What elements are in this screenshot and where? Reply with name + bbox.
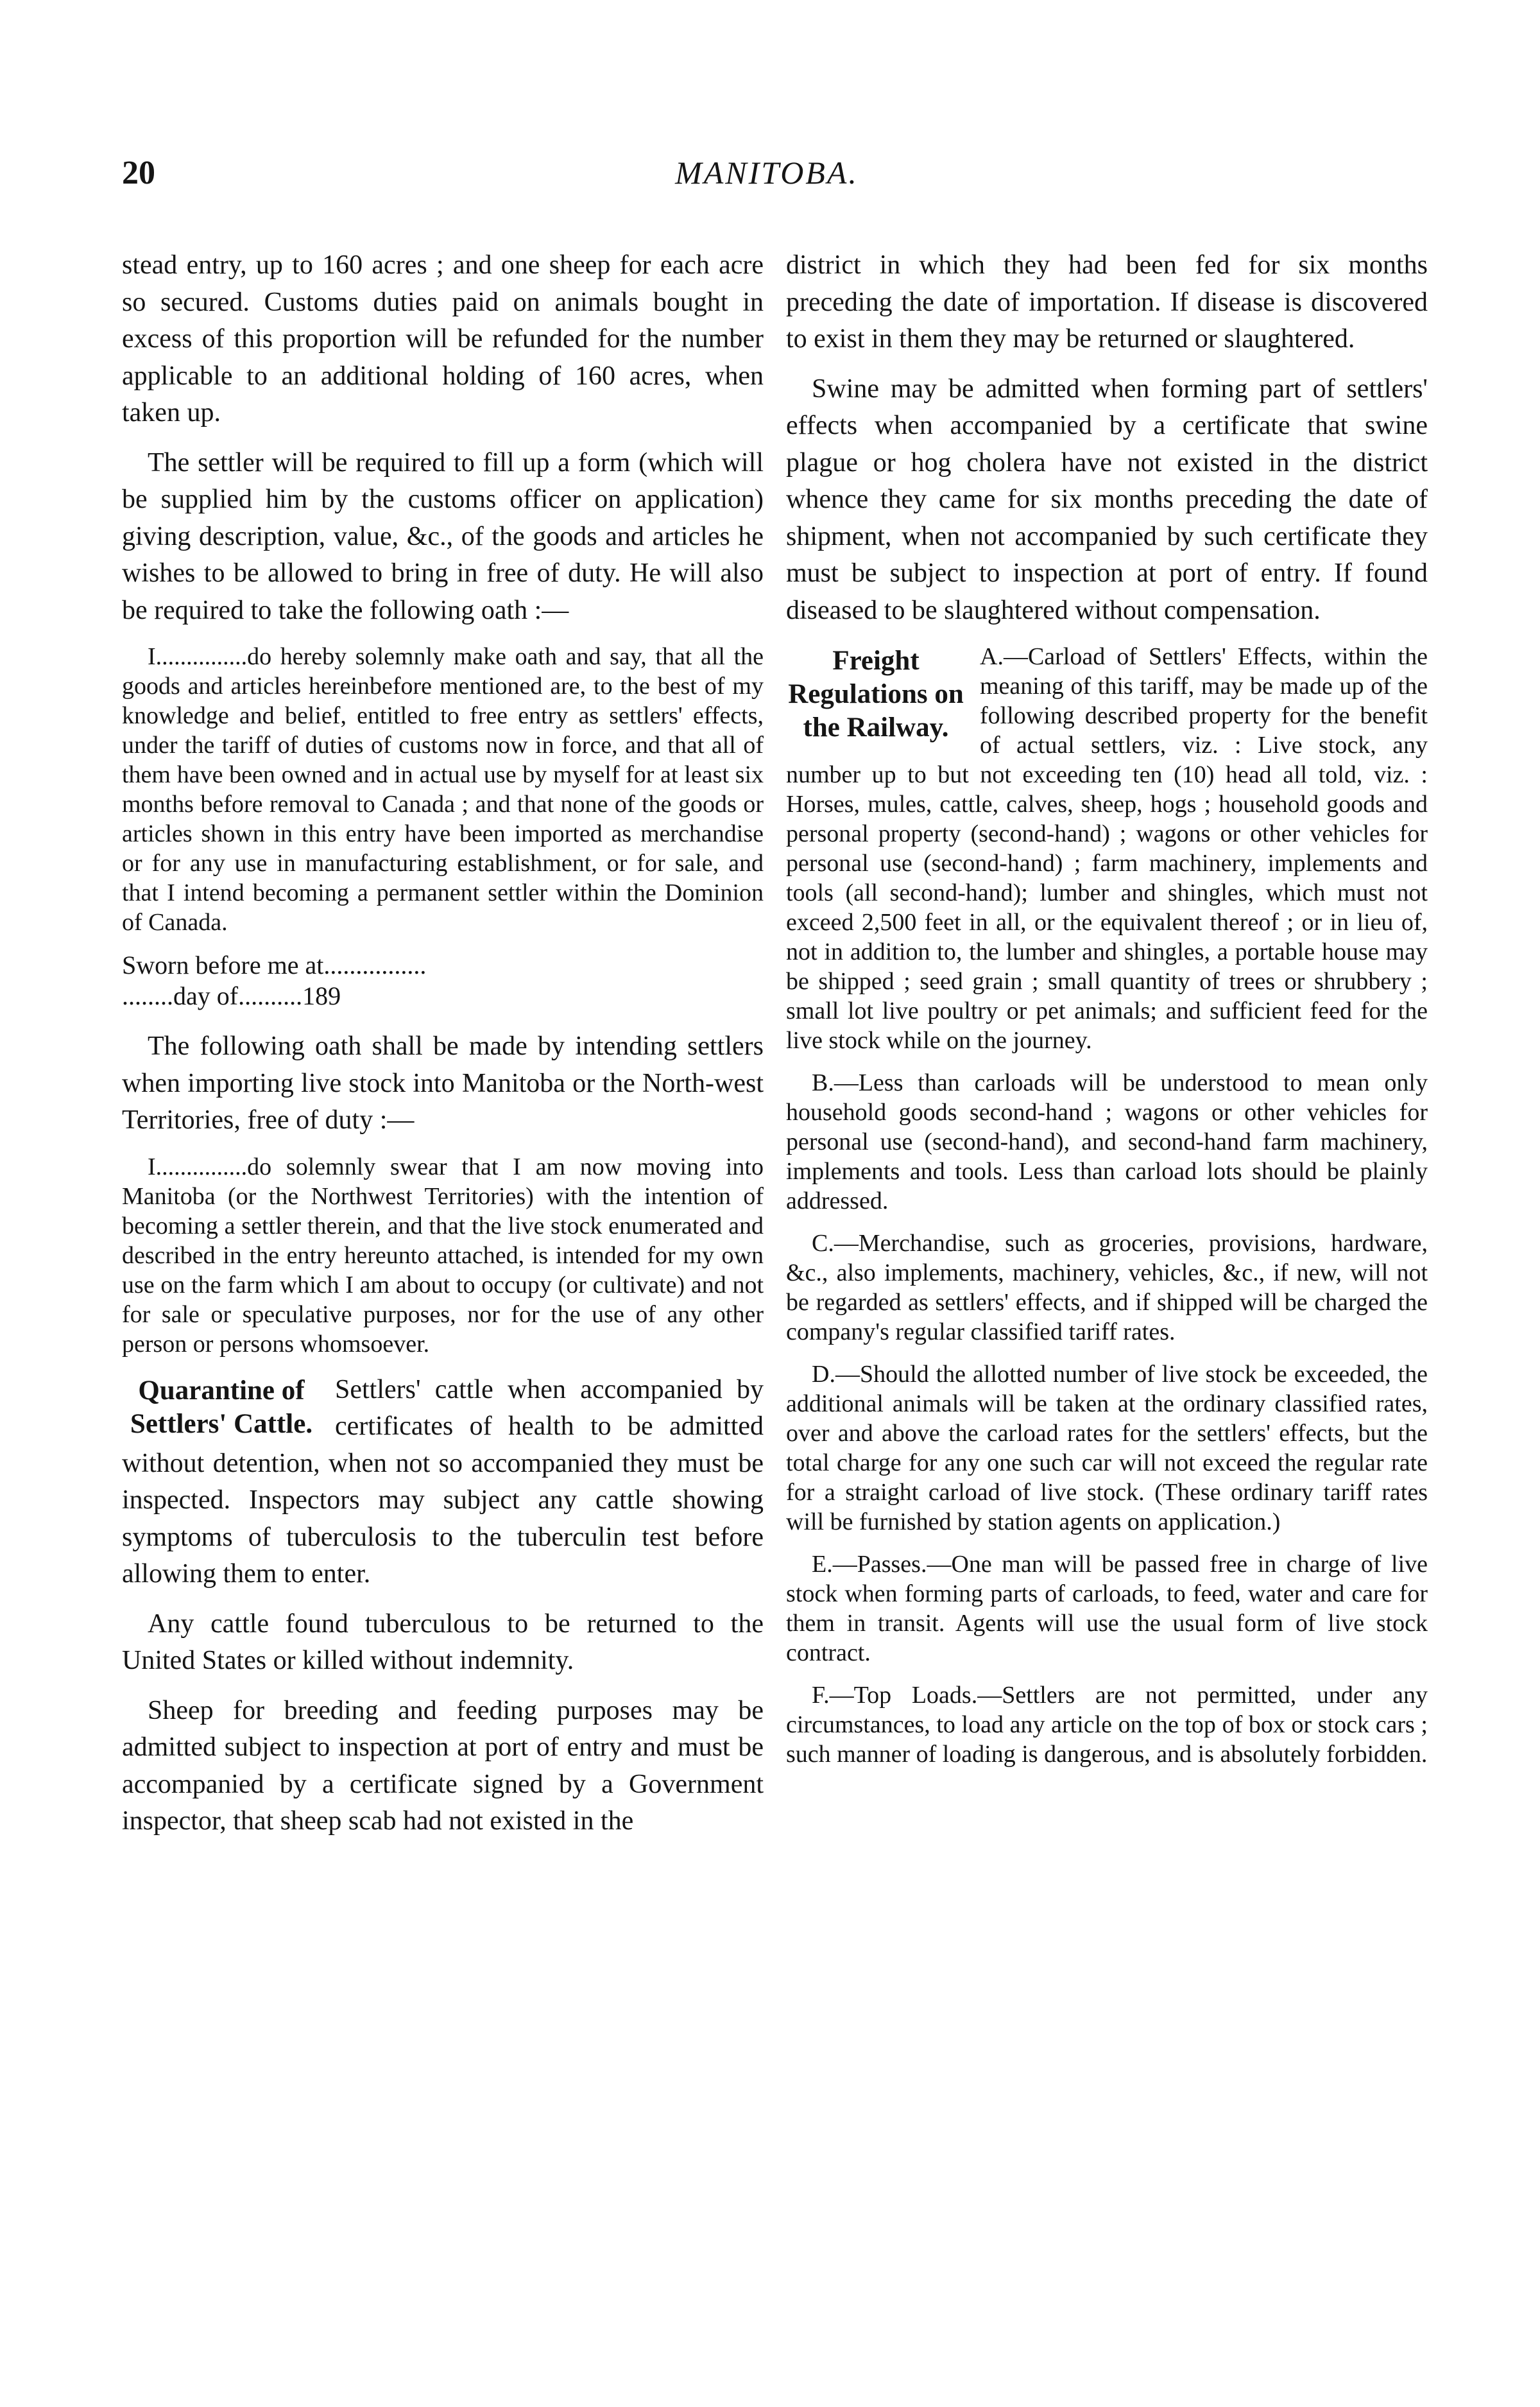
freight-sidehead: Freight Regulations on the Railway. [788,646,964,743]
page-number: 20 [122,155,155,191]
left-paragraph-2: The settler will be required to fill up a form (which will be supplied him by the customs officer on application) giving description, value, &c., of the goods and articles he wishes to be allowed to bring in free of duty. He will also be required to take the following oath :— [122,447,764,625]
live-stock-oath: I...............do solemnly swear that I am now moving into Manitoba (or the Northwest Territories) with the intention of becoming a settler therein, and that the live stock enumerated and described in the entry hereunto attached, is intended for my own use on the farm which I am about to occupy (or cultivate) and not for sale or speculative purposes, nor for the use of any other person or persons whomsoever. [122,1153,764,1358]
sworn-line: Sworn before me at................ [122,951,427,979]
quarantine-sidehead: Quarantine of Settlers' Cattle. [130,1375,313,1439]
right-column [786,247,1428,2327]
left-paragraph-4: Any cattle found tuberculous to be returned to the United States or killed without indemnity. [122,1609,764,1675]
running-head [122,154,1412,199]
left-column [122,247,764,2327]
item-b: B.—Less than carloads will be understood to mean only household goods second-hand ; wagons or other vehicles for personal use (second-hand), and second-hand farm machinery, implements and tools. Less than carload lots should be plainly addressed. [786,1069,1428,1214]
item-a-text: A.—Carload of Settlers' Effects, within the meaning of this tariff, may be made up of the following described property for the benefit of actual settlers, viz. : Live stock, any number up to but not exceeding ten (10) head all told, viz. : Horses, mules, cattle, calves, sheep, hogs ; household goods and personal property (second-hand) ; wagons or other vehicles for personal use (second-hand) ; farm machinery, implements and tools (all second-hand); lumber and shingles, which must not exceed 2,500 feet in all, or the equivalent thereof ; or in lieu of, not in addition to, the lumber and shingles, a portable house may be shipped ; seed grain ; small quantity of trees or shrubbery ; small lot live poultry or pet animals; and sufficient feed for the live stock while on the journey. [786,643,1428,1054]
running-title: MANITOBA. [675,155,859,191]
right-paragraph-2: Swine may be admitted when forming part of settlers' effects when accompanied by a certificate that swine plague or hog cholera have not existed in the district whence they came for six months preceding the date of shipment, when not accompanied by such certificate they must be subject to inspection at port of entry. If found diseased to be slaughtered without compensation. [786,374,1428,625]
date-line: ........day of..........189 [122,981,341,1010]
quarantine-text: Settlers' cattle when accompanied by certificates of health to be admitted without detention, when not so accompanied they must be inspected. Inspectors may subject any cattle showing symptoms of tuberculosis to the tuberculin test before allowing them to enter. [122,1374,764,1589]
settlers-effects-oath: I...............do hereby solemnly make oath and say, that all the goods and articles hereinbefore mentioned are, to the best of my knowledge and belief, entitled to free entry as settlers' effects, under the tariff of duties of customs now in force, and that all of them have been owned and in actual use by myself for at least six months before removal to Canada ; and that none of the goods or articles shown in this entry have been imported as merchandise or for any use in manufacturing establishment, or for sale, and that I intend becoming a permanent settler within the Dominion of Canada. [122,643,764,936]
left-paragraph-3: The following oath shall be made by intending settlers when importing live stock into Manitoba or the North-west Territories, free of duty :— [122,1031,764,1135]
item-d: D.—Should the allotted number of live stock be exceeded, the additional animals will be taken at the ordinary classified rates, over and above the carload rates for the settlers' effects, but the total charge for any one such car will not exceed the regular rate for a straight carload of live stock. (These ordinary tariff rates will be furnished by station agents on application.) [786,1361,1428,1535]
left-paragraph-1: stead entry, up to 160 acres ; and one sheep for each acre so secured. Customs duties paid on animals bought in excess of this proportion will be refunded for the number applicable to an additional holding of 160 acres, when taken up. [122,250,764,427]
item-c: C.—Merchandise, such as groceries, provisions, hardware, &c., also implements, machinery, vehicles, &c., if new, will not be regarded as settlers' effects, and if shipped will be charged the company's regular classified tariff rates. [786,1230,1428,1345]
item-f: F.—Top Loads.—Settlers are not permitted, under any circumstances, to load any article on the top of box or stock cars ; such manner of loading is dangerous, and is absolutely forbidden. [786,1682,1428,1768]
right-paragraph-1: district in which they had been fed for six months preceding the date of importation. If disease is discovered to exist in them they may be returned or slaughtered. [786,250,1428,354]
left-paragraph-5: Sheep for breeding and feeding purposes may be admitted subject to inspection at port of entry and must be accompanied by a certificate signed by a Government inspector, that sheep scab had not existed in the [122,1695,764,1836]
item-e: E.—Passes.—One man will be passed free in charge of live stock when forming parts of carloads, to feed, water and care for them in transit. Agents will use the usual form of live stock contract. [786,1551,1428,1666]
freight-section [786,642,1428,1055]
quarantine-section [122,1372,764,1593]
